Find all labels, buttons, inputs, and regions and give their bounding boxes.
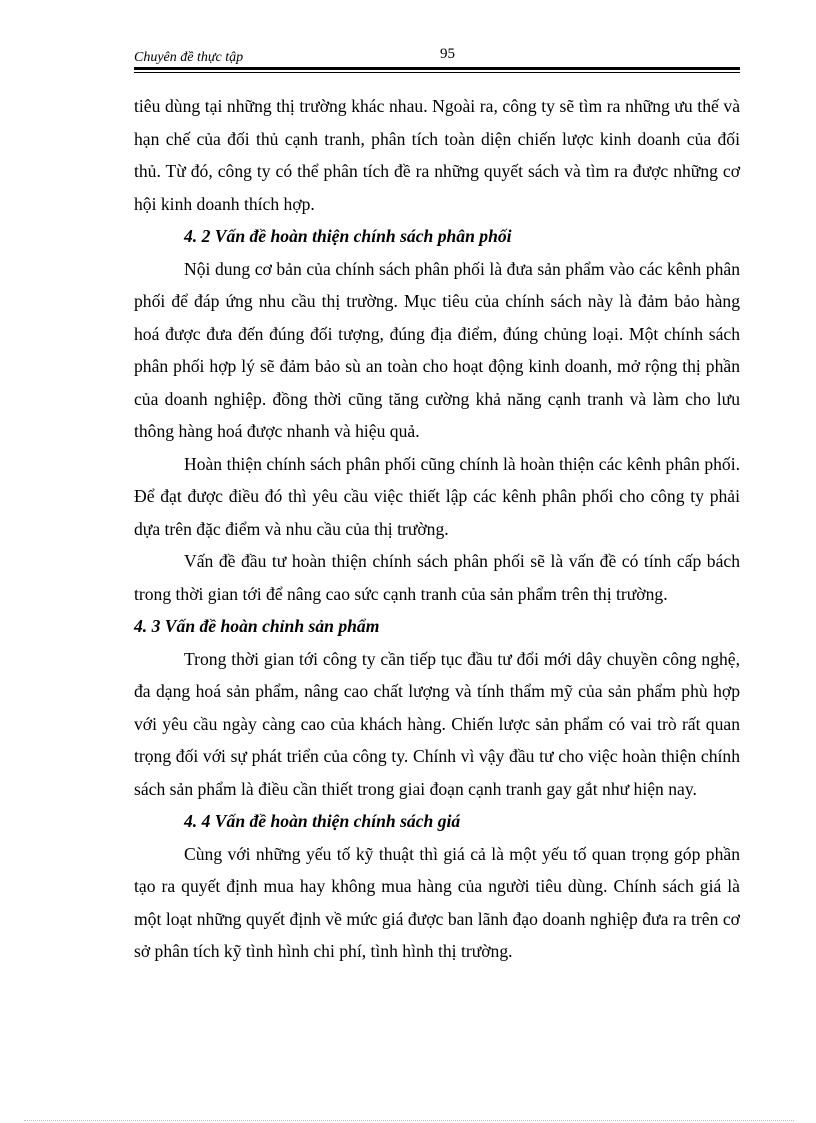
paragraph-distribution-channels: Hoàn thiện chính sách phân phối cũng chính là hoàn thiện các kênh phân phối. Để đạt được điều đó thì yêu cầu việc thiết lập các kênh phân phối cho công ty phải dựa trên đặc điểm và nhu cầu của thị trường. [134,453,740,539]
page-body [134,90,740,968]
header-rule-thin [134,72,740,73]
header-rule-thick [134,67,740,70]
paragraph-distribution-urgency: Vấn đề đầu tư hoàn thiện chính sách phân phối sẽ là vấn đề có tính cấp bách trong thời gian tới để nâng cao sức cạnh tranh của sản phẩm trên thị trường. [134,551,740,604]
paragraph-pricing: Cùng với những yếu tố kỹ thuật thì giá cả là một yếu tố quan trọng góp phần tạo ra quyết định mua hay không mua hàng của người tiêu dùng. Chính sách giá là một loạt những quyết định về mức giá được ban lãnh đạo doanh nghiệp đưa ra trên cơ sở phân tích kỹ tình hình chi phí, tình hình thị trường. [134,843,740,961]
page-number: 95 [440,46,455,62]
section-heading-4-2: 4. 2 Vấn đề hoàn thiện chính sách phân phối [184,226,512,246]
paragraph-product: Trong thời gian tới công ty cần tiếp tục đầu tư đổi mới dây chuyền công nghệ, đa dạng hoá sản phẩm, nâng cao chất lượng và tính thẩm mỹ của sản phẩm phù hợp với yêu cầu ngày càng cao của khách hàng. Chiến lược sản phẩm có vai trò rất quan trọng đối với sự phát triển của công ty. Chính vì vậy đầu tư cho việc hoàn thiện chính sách sản phẩm là điều cần thiết trong giai đoạn cạnh tranh gay gắt như hiện nay. [134,648,740,799]
paragraph-distribution-content: Nội dung cơ bản của chính sách phân phối là đưa sản phẩm vào các kênh phân phối để đáp ứng nhu cầu thị trường. Mục tiêu của chính sách này là đảm bảo hàng hoá được đưa đến đúng đối tượng, đúng địa điểm, đúng chủng loại. Một chính sách phân phối hợp lý sẽ đảm bảo sù an toàn cho hoạt động kinh doanh, mở rộng thị phần của doanh nghiệp. đồng thời cũng tăng cường khả năng cạnh tranh và làm cho lưu thông hàng hoá được nhanh và hiệu quả. [134,258,740,441]
section-heading-4-3: 4. 3 Vấn đề hoàn chỉnh sản phẩm [134,616,380,636]
section-heading-4-4: 4. 4 Vấn đề hoàn thiện chính sách giá [184,811,461,831]
page-bottom-border [24,1120,794,1121]
paragraph-continued: tiêu dùng tại những thị trường khác nhau. Ngoài ra, công ty sẽ tìm ra những ưu thế và hạn chế của đối thủ cạnh tranh, phân tích toàn diện chiến lược kinh doanh của đối thủ. Từ đó, công ty có thể phân tích đề ra những quyết sách và tìm ra được những cơ hội kinh doanh thích hợp. [134,96,740,214]
page-header [134,46,740,74]
header-title: Chuyên đề thực tập [134,50,244,65]
